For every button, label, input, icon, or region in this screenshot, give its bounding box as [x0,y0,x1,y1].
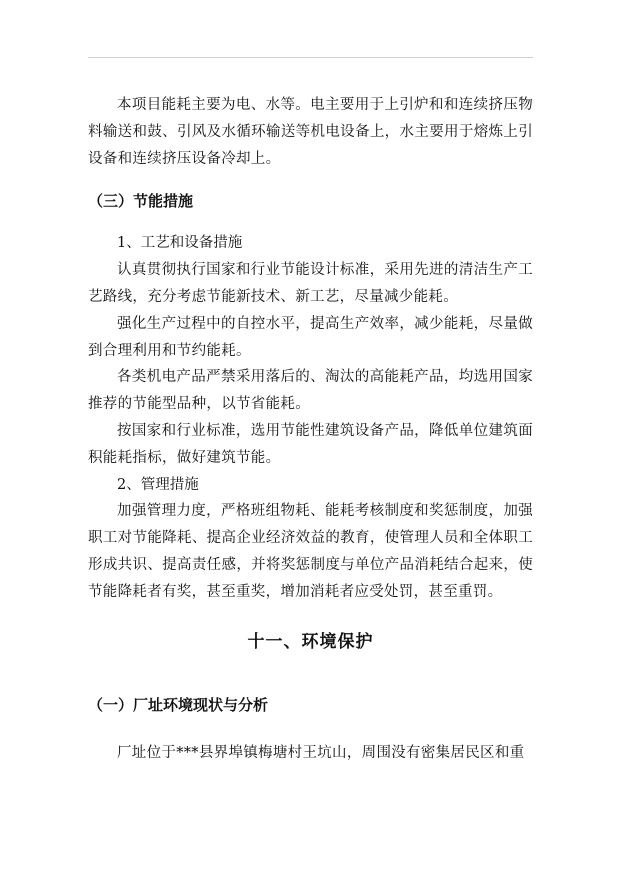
document-page [88,92,533,766]
header-rule [88,57,533,58]
paragraph-standards: 认真贯彻执行国家和行业节能设计标准，采用先进的清洁生产工艺路线，充分考虑节能新技术、新工艺，尽量减少能耗。 [88,262,533,305]
subheading-process-equipment: 1、工艺和设备措施 [117,235,243,252]
section-heading-energy-saving: （三）节能措施 [88,192,194,211]
intro-paragraph: 本项目能耗主要为电、水等。电主要用于上引炉和和连续挤压物料输送和鼓、引风及水循环输送等机电设备上，水主要用于熔炼上引设备和连续挤压设备冷却上。 [88,97,533,167]
paragraph-management: 加强管理力度，严格班组物耗、能耗考核制度和奖惩制度，加强职工对节能降耗、提高企业经济效益的教育，使管理人员和全体职工形成共识、提高责任感，并将奖惩制度与单位产品消耗结合起来，使节能降耗者有奖，甚至重奖，增加消耗者应受处罚，甚至重罚。 [88,503,533,600]
paragraph-building: 按国家和行业标准，选用节能性建筑设备产品，降低单位建筑面积能耗指标，做好建筑节能。 [88,422,533,466]
paragraph-site-location: 厂址位于***县界埠镇梅塘村王坑山，周围没有密集居民区和重 [117,744,525,761]
paragraph-equipment: 各类机电产品严禁采用落后的、淘汰的高能耗产品，均选用国家推荐的节能型品种，以节省能耗。 [88,369,533,413]
section-heading-site-environment: （一）厂址环境现状与分析 [88,695,269,714]
chapter-heading-environment: 十一、环境保护 [247,631,374,652]
paragraph-automation: 强化生产过程中的自控水平，提高生产效率，减少能耗，尽量做到合理利用和节约能耗。 [88,315,533,359]
subheading-management: 2、管理措施 [117,476,199,493]
